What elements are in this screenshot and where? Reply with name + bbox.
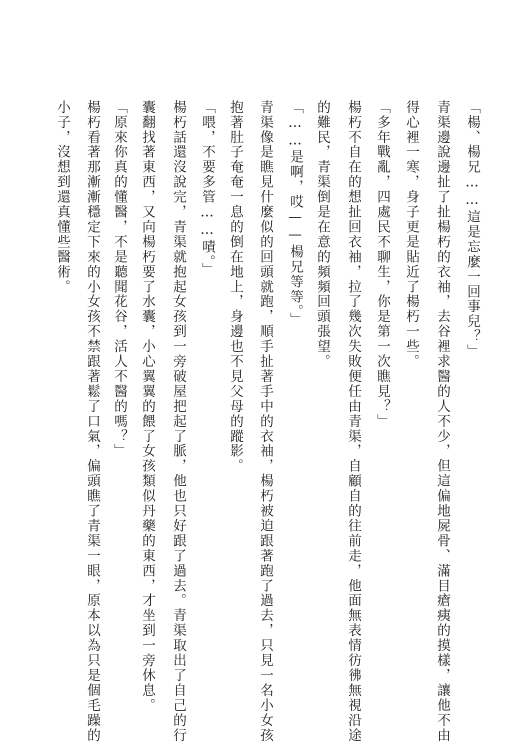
text-column: 「……是啊，哎——楊兄等等。」 <box>287 100 303 328</box>
text-column: 小子，沒想到還真懂些醫術。 <box>54 100 70 295</box>
text-column: 青渠邊說邊扯了扯楊朽的衣袖，去谷裡求醫的人不少，但這偏地屍骨、滿目瘡痍的摸樣，讓他不由 <box>434 100 450 743</box>
text-column: 楊朽看著那漸漸穩定下來的小女孩不禁跟著鬆了口氣，偏頭瞧了青渠一眼，原本以為只是個毛躁的 <box>84 100 100 743</box>
text-column: 楊朽不自在的想扯回衣袖，拉了幾次失敗便任由青渠，自顧自的往前走，他面無表情彷彿無視沿途 <box>345 100 361 743</box>
text-column: 「多年戰亂，四處民不聊生，你是第一次瞧見？」 <box>374 100 390 429</box>
text-column: 楊朽話還沒說完，青渠就抱起女孩到一旁破屋把起了脈，他也只好跟了過去。青渠取出了自己的行 <box>170 100 186 743</box>
text-column: 得心裡一寒，身子更是貼近了楊朽一些。 <box>403 100 419 370</box>
text-column: 囊翻找著東西，又向楊朽要了水囊，小心翼翼的餵了女孩類似丹藥的東西，才坐到一旁休息。 <box>139 100 155 713</box>
text-column: 的難民，青渠倒是在意的頻頻回頭張望。 <box>314 100 330 370</box>
text-column: 青渠像是瞧見什麼似的回頭就跑，順手扯著手中的衣袖，楊朽被迫跟著跑了過去，只見一名小女孩 <box>257 100 273 743</box>
text-column: 「喂，不要多管……嘖。」 <box>199 100 215 278</box>
text-column: 「原來你真的懂醫，不是聽聞花谷，活人不醫的嗎？」 <box>111 100 127 459</box>
text-column: 抱著肚子奄奄一息的倒在地上，身邊也不見父母的蹤影。 <box>227 100 243 474</box>
text-column: 「楊、楊兄……這是忘麼一回事兒？」 <box>464 100 480 360</box>
